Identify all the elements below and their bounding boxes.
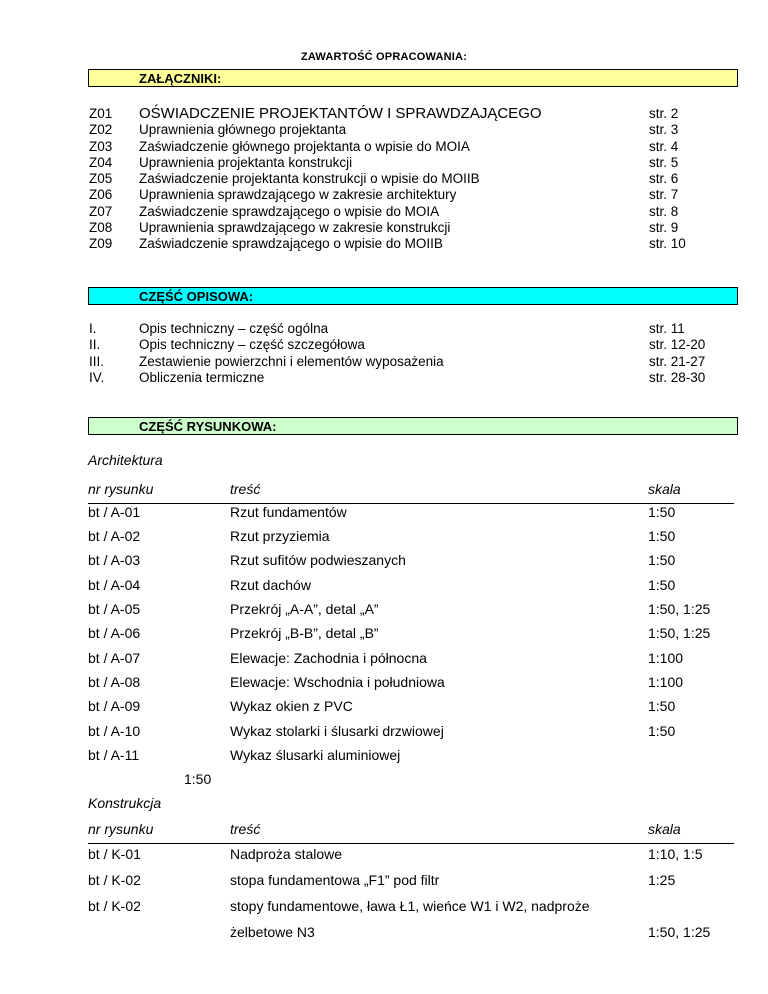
item-text: Zaświadczenie głównego projektanta o wpisie do MOIA xyxy=(139,138,470,154)
column-header-number: nr rysunku xyxy=(88,481,154,497)
list-item xyxy=(89,171,729,187)
table-row xyxy=(88,650,734,674)
orphan-scale: 1:50 xyxy=(184,771,212,787)
item-code: IV. xyxy=(89,369,105,385)
drawing-scale: 1:50 xyxy=(648,552,676,568)
construction-label: Konstrukcja xyxy=(88,795,162,811)
item-code: Z01 xyxy=(89,106,113,121)
table-row xyxy=(88,674,734,698)
drawing-content: Wykaz ślusarki aluminiowej xyxy=(230,747,401,763)
drawing-scale: 1:10, 1:5 xyxy=(648,846,703,862)
table-row xyxy=(88,601,734,625)
drawing-content: Rzut dachów xyxy=(230,577,311,593)
drawing-number: bt / A-07 xyxy=(88,650,141,666)
item-page: str. 11 xyxy=(649,321,685,336)
item-page: str. 12-20 xyxy=(649,337,706,353)
item-code: Z02 xyxy=(89,122,113,138)
drawing-scale: 1:50 xyxy=(648,577,676,593)
drawing-content: Nadproża stalowe xyxy=(230,846,343,862)
list-item xyxy=(89,187,729,203)
item-page: str. 28-30 xyxy=(649,369,706,385)
drawing-number: bt / A-02 xyxy=(88,528,141,544)
drawing-scale: 1:50, 1:25 xyxy=(648,924,711,940)
list-item xyxy=(89,106,729,122)
item-text: Zestawienie powierzchni i elementów wyposażenia xyxy=(139,353,444,369)
item-code: II. xyxy=(89,337,101,353)
column-header-content: treść xyxy=(230,481,261,497)
drawing-number: bt / A-05 xyxy=(88,601,141,617)
drawing-number: bt / A-04 xyxy=(88,577,141,593)
item-code: III. xyxy=(89,353,105,369)
drawing-content: żelbetowe N3 xyxy=(230,924,315,940)
item-code: Z03 xyxy=(89,138,113,154)
drawing-content: Elewacje: Zachodnia i północna xyxy=(230,650,427,666)
item-text: Uprawnienia głównego projektanta xyxy=(139,122,347,138)
drawing-number: bt / A-11 xyxy=(88,747,140,763)
list-item xyxy=(89,155,729,171)
descriptive-heading: CZĘŚĆ OPISOWA: xyxy=(88,287,738,305)
drawing-scale: 1:50, 1:25 xyxy=(648,625,711,641)
construction-table-header xyxy=(88,821,734,844)
list-item xyxy=(89,337,729,353)
drawing-scale: 1:50 xyxy=(648,528,676,544)
column-header-scale: skala xyxy=(648,481,681,497)
drawing-scale: 1:50 xyxy=(648,723,676,739)
item-text: Zaświadczenie projektanta konstrukcji o wpisie do MOIIB xyxy=(139,171,480,187)
item-text: Uprawnienia projektanta konstrukcji xyxy=(139,154,353,170)
list-item xyxy=(89,122,729,138)
drawing-scale: 1:25 xyxy=(648,872,676,888)
drawing-number: bt / A-03 xyxy=(88,552,141,568)
drawing-content: stopy fundamentowe, ława Ł1, wieńce W1 i W2, nadproże xyxy=(230,898,590,914)
item-code: Z07 xyxy=(89,203,113,219)
drawing-content: Wykaz stolarki i ślusarki drzwiowej xyxy=(230,723,444,739)
drawing-content: Wykaz okien z PVC xyxy=(230,698,353,714)
drawing-scale: 1:100 xyxy=(648,674,684,690)
drawing-number: bt / K-01 xyxy=(88,846,141,862)
list-item xyxy=(89,321,729,337)
item-code: Z04 xyxy=(89,154,113,170)
item-text: Opis techniczny – część ogólna xyxy=(139,321,329,336)
table-row xyxy=(88,898,734,922)
item-text: Opis techniczny – część szczegółowa xyxy=(139,337,365,353)
table-row xyxy=(88,698,734,722)
attachments-list xyxy=(89,106,729,253)
list-item xyxy=(89,204,729,220)
item-page: str. 5 xyxy=(649,154,679,170)
item-page: str. 4 xyxy=(649,138,679,154)
table-row-continuation xyxy=(88,924,734,948)
item-code: Z09 xyxy=(89,236,113,252)
column-header-content: treść xyxy=(230,821,261,837)
item-text: Zaświadczenie sprawdzającego o wpisie do MOIA xyxy=(139,203,440,219)
drawings-heading: CZĘŚĆ RYSUNKOWA: xyxy=(88,417,738,435)
table-row xyxy=(88,846,734,870)
item-text: Uprawnienia sprawdzającego w zakresie architektury xyxy=(139,187,457,203)
list-item xyxy=(89,220,729,236)
drawing-scale: 1:50, 1:25 xyxy=(648,601,711,617)
list-item xyxy=(89,139,729,155)
item-page: str. 9 xyxy=(649,220,679,236)
item-text: Obliczenia termiczne xyxy=(139,369,265,385)
drawing-number: bt / K-02 xyxy=(88,872,141,888)
table-row xyxy=(88,872,734,896)
drawing-number: bt / A-10 xyxy=(88,723,141,739)
column-header-scale: skala xyxy=(648,821,681,837)
attachments-heading: ZAŁĄCZNIKI: xyxy=(88,69,738,87)
item-code: I. xyxy=(89,321,97,336)
drawing-number: bt / A-09 xyxy=(88,698,141,714)
item-text: Uprawnienia sprawdzającego w zakresie konstrukcji xyxy=(139,220,451,236)
drawing-scale: 1:50 xyxy=(648,504,676,520)
drawing-content: stopa fundamentowa „F1” pod filtr xyxy=(230,872,440,888)
list-item xyxy=(89,354,729,370)
architecture-label: Architektura xyxy=(88,452,163,468)
drawing-content: Rzut fundamentów xyxy=(230,504,347,520)
item-page: str. 21-27 xyxy=(649,353,706,369)
drawing-scale: 1:100 xyxy=(648,650,684,666)
table-row xyxy=(88,625,734,649)
item-code: Z05 xyxy=(89,171,113,187)
item-page: str. 10 xyxy=(649,236,686,252)
item-page: str. 8 xyxy=(649,203,679,219)
drawing-content: Przekrój „A-A”, detal „A” xyxy=(230,601,379,617)
item-code: Z06 xyxy=(89,187,113,203)
drawing-number: bt / A-01 xyxy=(88,504,141,520)
list-item xyxy=(89,370,729,386)
drawing-content: Rzut sufitów podwieszanych xyxy=(230,552,406,568)
drawing-number: bt / A-08 xyxy=(88,674,141,690)
item-page: str. 6 xyxy=(649,171,679,187)
drawing-content: Rzut przyziemia xyxy=(230,528,330,544)
table-row xyxy=(88,577,734,601)
item-text: Zaświadczenie sprawdzającego o wpisie do MOIIB xyxy=(139,236,443,252)
item-code: Z08 xyxy=(89,220,113,236)
drawing-content: Przekrój „B-B”, detal „B” xyxy=(230,625,379,641)
list-item xyxy=(89,236,729,252)
document-title: ZAWARTOŚĆ OPRACOWANIA: xyxy=(300,51,468,63)
item-text: OŚWIADCZENIE PROJEKTANTÓW I SPRAWDZAJĄCEGO xyxy=(139,105,542,122)
column-header-number: nr rysunku xyxy=(88,821,154,837)
drawing-content: Elewacje: Wschodnia i południowa xyxy=(230,674,445,690)
table-row xyxy=(88,723,734,747)
drawing-scale: 1:50 xyxy=(648,698,676,714)
table-row xyxy=(88,504,734,528)
item-page: str. 3 xyxy=(649,122,679,138)
drawing-number: bt / A-06 xyxy=(88,625,141,641)
table-row xyxy=(88,552,734,576)
table-row xyxy=(88,528,734,552)
descriptive-list xyxy=(89,321,729,386)
item-page: str. 7 xyxy=(649,187,679,203)
item-page: str. 2 xyxy=(649,106,679,121)
table-row xyxy=(88,747,734,771)
drawing-number: bt / K-02 xyxy=(88,898,141,914)
architecture-table-header xyxy=(88,481,734,504)
